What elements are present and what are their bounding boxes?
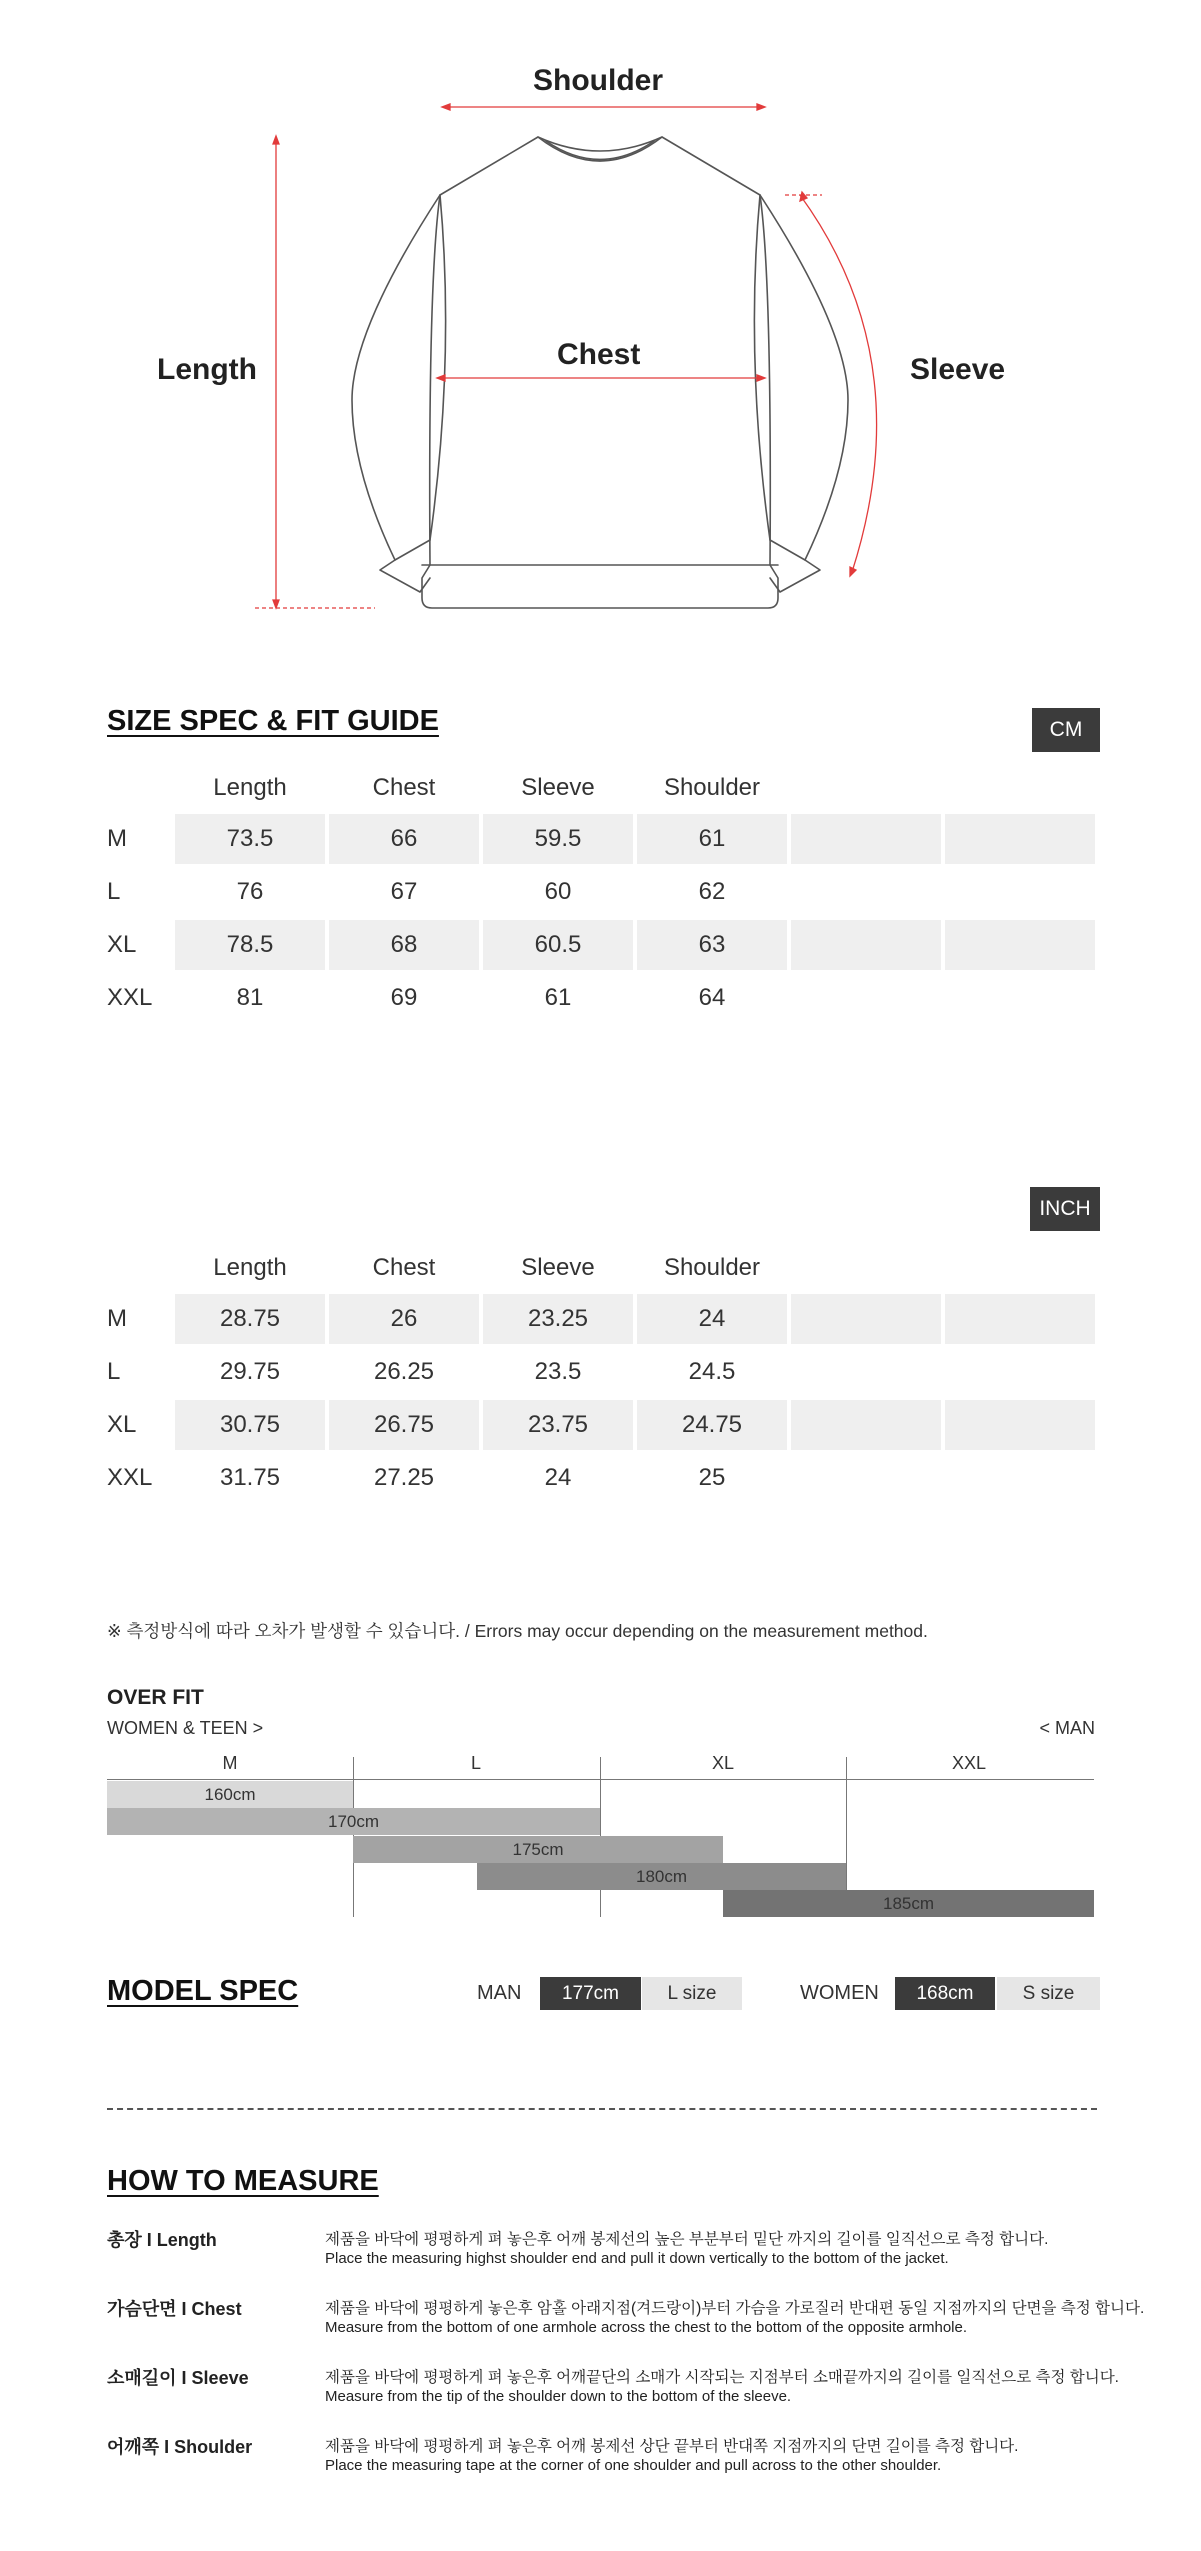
table-cell: 24 bbox=[544, 1464, 572, 1491]
measure-desc-ko: 제품을 바닥에 평평하게 펴 놓은후 어깨 봉제선의 높은 부분부터 밑단 까지의 길이를 일직선으로 측정 합니다. bbox=[325, 2231, 1049, 2248]
column-header: Shoulder bbox=[663, 774, 761, 801]
model-man-height: 177cm bbox=[540, 1977, 641, 2010]
fit-bar-175: 175cm bbox=[353, 1836, 723, 1863]
section-divider bbox=[107, 2108, 1097, 2110]
empty-cell bbox=[945, 1347, 1095, 1397]
table-cell: 31.75 bbox=[219, 1464, 281, 1491]
table-cell: 59.5 bbox=[483, 814, 633, 864]
table-cell: 78.5 bbox=[175, 920, 325, 970]
table-cell: 23.25 bbox=[483, 1294, 633, 1344]
empty-cell bbox=[791, 814, 941, 864]
empty-cell bbox=[791, 1400, 941, 1450]
measure-term: 소매길이 I Sleeve bbox=[107, 2368, 249, 2388]
empty-cell bbox=[791, 920, 941, 970]
row-size-label: L bbox=[107, 1358, 121, 1385]
sleeve-label: Sleeve bbox=[910, 353, 1006, 386]
model-spec-title: MODEL SPEC bbox=[107, 1975, 299, 2007]
table-cell: 26.75 bbox=[329, 1400, 479, 1450]
chest-label: Chest bbox=[557, 338, 641, 371]
row-size-label: XL bbox=[107, 1411, 137, 1438]
row-size-label: L bbox=[107, 878, 121, 905]
table-cell: 66 bbox=[329, 814, 479, 864]
table-cell: 62 bbox=[698, 878, 726, 905]
length-label: Length bbox=[157, 353, 257, 386]
fit-right-label: < MAN bbox=[1039, 1718, 1095, 1738]
table-cell: 26.25 bbox=[373, 1358, 435, 1385]
column-header: Length bbox=[213, 774, 287, 801]
model-man-label: MAN bbox=[477, 1982, 522, 2004]
model-women-label: WOMEN bbox=[800, 1982, 879, 2004]
measure-desc-en: Measure from the tip of the shoulder down to the bottom of the sleeve. bbox=[325, 2388, 792, 2405]
table-cell: 28.75 bbox=[175, 1294, 325, 1344]
fit-size-xxl: XXL bbox=[951, 1753, 987, 1773]
table-cell: 27.25 bbox=[373, 1464, 435, 1491]
fit-size-xl: XL bbox=[711, 1753, 735, 1773]
measure-desc-en: Place the measuring highst shoulder end and pull it down vertically to the bottom of the jacket. bbox=[325, 2250, 949, 2267]
table-cell: 25 bbox=[698, 1464, 726, 1491]
table-cell: 60.5 bbox=[483, 920, 633, 970]
fit-size-l: L bbox=[470, 1753, 481, 1773]
column-header: Chest bbox=[372, 1254, 436, 1281]
model-women-size: S size bbox=[997, 1977, 1100, 2010]
table-cell: 64 bbox=[698, 984, 726, 1011]
row-size-label: XL bbox=[107, 931, 137, 958]
empty-cell bbox=[945, 973, 1095, 1023]
column-header: Chest bbox=[372, 774, 436, 801]
how-to-measure-title: HOW TO MEASURE bbox=[107, 2165, 379, 2197]
table-cell: 81 bbox=[236, 984, 264, 1011]
shoulder-label: Shoulder bbox=[533, 64, 664, 97]
column-header: Sleeve bbox=[521, 1254, 595, 1281]
row-size-label: M bbox=[107, 825, 127, 852]
measure-term: 가슴단면 I Chest bbox=[107, 2299, 242, 2319]
table-cell: 23.75 bbox=[483, 1400, 633, 1450]
fit-size-m: M bbox=[222, 1753, 238, 1773]
table-cell: 68 bbox=[329, 920, 479, 970]
table-cell: 61 bbox=[637, 814, 787, 864]
row-size-label: XXL bbox=[107, 984, 153, 1011]
fit-left-label: WOMEN & TEEN > bbox=[107, 1718, 264, 1738]
table-cell: 24.75 bbox=[637, 1400, 787, 1450]
measure-desc-ko: 제품을 바닥에 평평하게 펴 놓은후 어깨 봉제선 상단 끝부터 반대쪽 지점까지의 단면 길이를 측정 합니다. bbox=[325, 2438, 1019, 2455]
empty-cell bbox=[791, 1453, 941, 1503]
table-cell: 67 bbox=[390, 878, 418, 905]
table-cell: 29.75 bbox=[219, 1358, 281, 1385]
measure-desc-en: Measure from the bottom of one armhole across the chest to the bottom of the opposite armhole. bbox=[325, 2319, 968, 2336]
size-spec-title: SIZE SPEC & FIT GUIDE bbox=[107, 705, 439, 737]
measure-desc-ko: 제품을 바닥에 평평하게 놓은후 암홀 아래지점(겨드랑이)부터 가슴을 가로질러 반대편 동일 지점까지의 단면을 측정 합니다. bbox=[325, 2300, 1145, 2317]
table-cell: 61 bbox=[544, 984, 572, 1011]
empty-cell bbox=[791, 1347, 941, 1397]
fit-bar-185: 185cm bbox=[723, 1890, 1094, 1917]
table-cell: 23.5 bbox=[534, 1358, 582, 1385]
unit-badge-inch: INCH bbox=[1030, 1187, 1100, 1231]
row-size-label: M bbox=[107, 1305, 127, 1332]
table-cell: 63 bbox=[637, 920, 787, 970]
table-cell: 60 bbox=[544, 878, 572, 905]
measure-desc-ko: 제품을 바닥에 평평하게 펴 놓은후 어깨끝단의 소매가 시작되는 지점부터 소매끝까지의 길이를 일직선으로 측정 합니다. bbox=[325, 2369, 1119, 2386]
empty-cell bbox=[945, 1453, 1095, 1503]
measure-term: 총장 I Length bbox=[107, 2230, 217, 2250]
measurement-note: ※ 측정방식에 따라 오차가 발생할 수 있습니다. / Errors may occur depending on the measurement method. bbox=[107, 1621, 928, 1641]
model-man-size: L size bbox=[642, 1977, 742, 2010]
model-women-height: 168cm bbox=[895, 1977, 995, 2010]
table-cell: 73.5 bbox=[175, 814, 325, 864]
empty-cell bbox=[945, 867, 1095, 917]
empty-cell bbox=[945, 1400, 1095, 1450]
table-cell: 30.75 bbox=[175, 1400, 325, 1450]
table-cell: 76 bbox=[236, 878, 264, 905]
fit-bar-170: 170cm bbox=[107, 1808, 600, 1835]
table-cell: 24 bbox=[637, 1294, 787, 1344]
column-header: Length bbox=[213, 1254, 287, 1281]
empty-cell bbox=[945, 920, 1095, 970]
empty-cell bbox=[791, 973, 941, 1023]
measure-term: 어깨쪽 I Shoulder bbox=[107, 2437, 253, 2457]
table-cell: 26 bbox=[329, 1294, 479, 1344]
fit-bar-180: 180cm bbox=[477, 1863, 846, 1890]
empty-cell bbox=[945, 1294, 1095, 1344]
column-header: Shoulder bbox=[663, 1254, 761, 1281]
measure-desc-en: Place the measuring tape at the corner of one shoulder and pull across to the other shoulder. bbox=[325, 2457, 942, 2474]
table-cell: 24.5 bbox=[688, 1358, 736, 1385]
empty-cell bbox=[791, 1294, 941, 1344]
unit-badge-cm: CM bbox=[1032, 708, 1100, 752]
empty-cell bbox=[791, 867, 941, 917]
fit-bar-160: 160cm bbox=[107, 1781, 353, 1808]
empty-cell bbox=[945, 814, 1095, 864]
garment-diagram bbox=[0, 0, 1201, 640]
column-header: Sleeve bbox=[521, 774, 595, 801]
fit-title: OVER FIT bbox=[107, 1686, 204, 1709]
table-cell: 69 bbox=[390, 984, 418, 1011]
row-size-label: XXL bbox=[107, 1464, 153, 1491]
